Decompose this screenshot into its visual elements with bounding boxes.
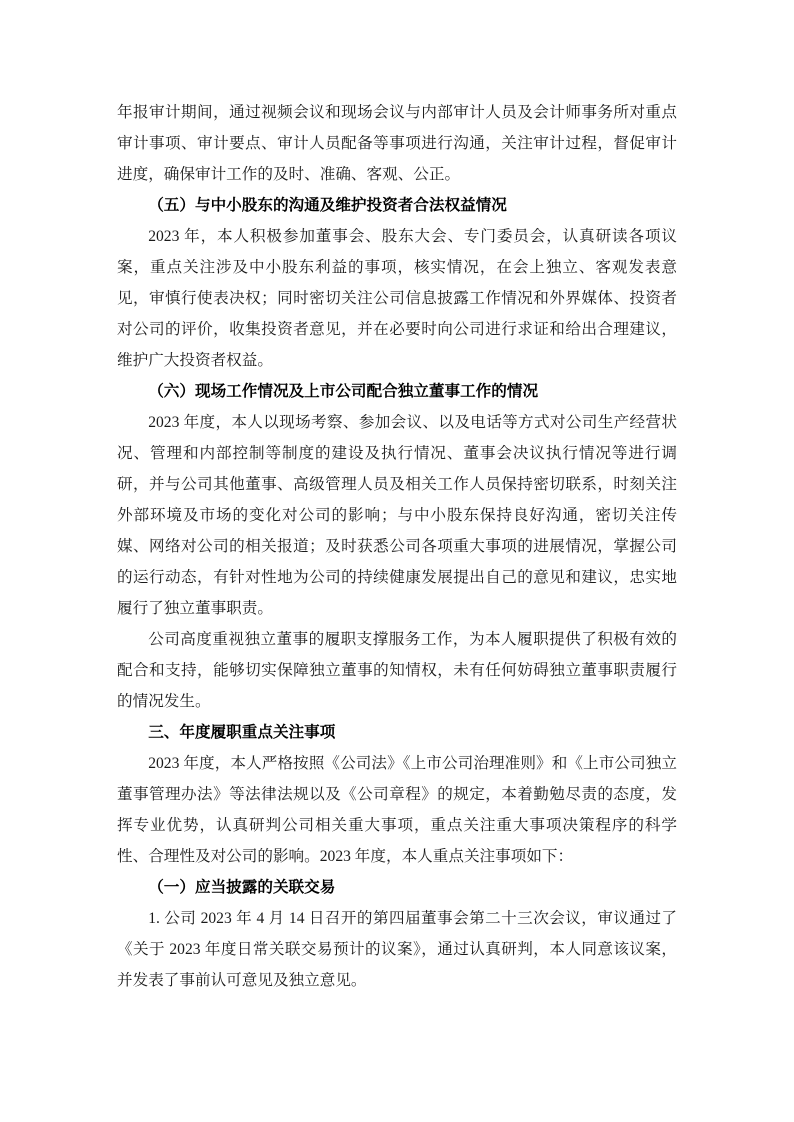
heading-section-5-minority-shareholders: （五）与中小股东的沟通及维护投资者合法权益情况 bbox=[148, 197, 507, 214]
page-content bbox=[117, 97, 677, 996]
heading-section-3-annual-key-matters: 三、年度履职重点关注事项 bbox=[148, 724, 336, 741]
paragraph-related-transactions-item-1: 1. 公司 2023 年 4 月 14 日召开的第四届董事会第二十三次会议，审议通过了《关于 2023 年度日常关联交易预计的议案》，通过认真研判，本人同意该议案，并发表了事前认可意见及独立意见。 bbox=[117, 910, 677, 989]
paragraph-company-support: 公司高度重视独立董事的履职支撑服务工作，为本人履职提供了积极有效的配合和支持，能够切实保障独立董事的知情权，未有任何妨碍独立董事职责履行的情况发生。 bbox=[117, 631, 677, 710]
paragraph-onsite-work-detail: 2023 年度，本人以现场考察、参加会议、以及电话等方式对公司生产经营状况、管理和内部控制等制度的建设及执行情况、董事会决议执行情况等进行调研，并与公司其他董事、高级管理人员及相关工作人员保持密切联系，时刻关注外部环境及市场的变化对公司的影响；与中小股东保持良好沟通，密切关注传媒、网络对公司的相关报道；及时获悉公司各项重大事项的进展情况，掌握公司的运行动态，有针对性地为公司的持续健康发展提出自己的意见和建议，忠实地履行了独立董事职责。 bbox=[117, 414, 677, 617]
heading-section-6-onsite-work: （六）现场工作情况及上市公司配合独立董事工作的情况 bbox=[148, 383, 539, 400]
paragraph-audit-communication-continuation: 年报审计期间，通过视频会议和现场会议与内部审计人员及会计师事务所对重点审计事项、审计要点、审计人员配备等事项进行沟通，关注审计过程，督促审计进度，确保审计工作的及时、准确、客观、公正。 bbox=[117, 104, 677, 183]
paragraph-minority-shareholders-detail: 2023 年，本人积极参加董事会、股东大会、专门委员会，认真研读各项议案，重点关注涉及中小股东利益的事项，核实情况，在会上独立、客观发表意见，审慎行使表决权；同时密切关注公司信息披露工作情况和外界媒体、投资者对公司的评价，收集投资者意见，并在必要时向公司进行求证和给出合理建议，维护广大投资者权益。 bbox=[117, 228, 677, 369]
paragraph-annual-key-matters-intro: 2023 年度，本人严格按照《公司法》《上市公司治理准则》和《上市公司独立董事管理办法》等法律法规以及《公司章程》的规定，本着勤勉尽责的态度，发挥专业优势，认真研判公司相关重大事项，重点关注重大事项决策程序的科学性、合理性及对公司的影响。2023 年度，本人重点关注事项如下： bbox=[117, 755, 677, 865]
heading-subsection-1-related-transactions: （一）应当披露的关联交易 bbox=[148, 879, 336, 896]
